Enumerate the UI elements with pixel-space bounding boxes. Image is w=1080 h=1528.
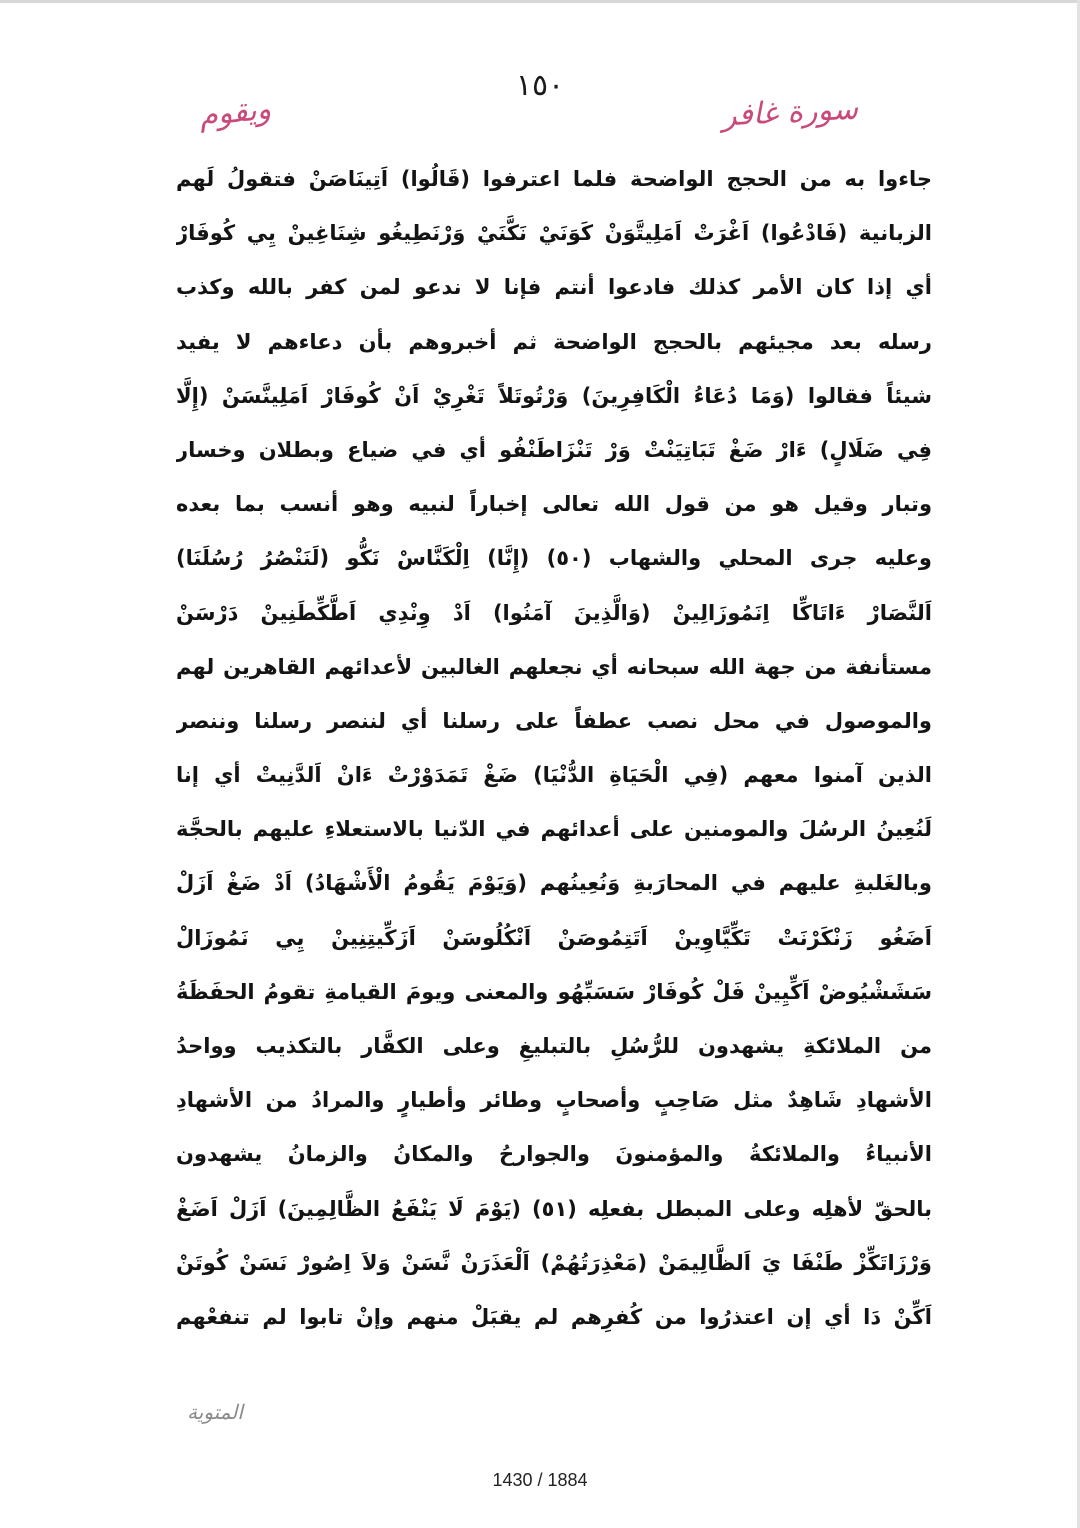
text-line-22: اَكِّنْ دَا أي إن اعتذرُوا من كُفرِهم لم يقبَلْ منهم وإنْ تابوا لم تنفعْهم bbox=[176, 1304, 932, 1329]
page-number: ١٥٠ bbox=[515, 68, 565, 103]
page-edge bbox=[0, 0, 1080, 3]
margin-note: المتوية bbox=[187, 1400, 243, 1424]
text-line-1: جاءوا به من الحجج الواضحة فلما اعترفوا (قَالُوا) اَتِينَاصَنْ فتقولُ لَهم bbox=[176, 167, 932, 191]
text-line-9: اَلنَّصَارْ ءَاتَاكِّا اِنَمُوزَالِينْ (وَالَّذِينَ آمَنُوا) اَدْ وِنْدِي اَطَّكِّطَنِينْ دَرْسَنْ bbox=[176, 600, 932, 625]
text-line-20: بالحقّ لأهلِه وعلى المبطل بفعلِه (٥١) (يَوْمَ لَا يَنْفَعُ الظَّالِمِينَ) اَزَلْ اَضَغْ bbox=[176, 1196, 932, 1221]
text-line-13: لَنُعِينُ الرسُلَ والمومنين على أعدائهم في الدّنيا بالاستعلاءِ عليهم بالحجَّة bbox=[176, 817, 932, 842]
text-line-15: اَضَغُو زَنْكَرْنَتْ تَكِّيَّاوِينْ اَتَتِمُوصَنْ اَنْكُلُوسَنْ اَزَكِّيتِنِينْ يِي نَمُوزَالْ bbox=[176, 925, 932, 950]
text-line-12: الذين آمنوا معهم (فِي الْحَيَاةِ الدُّنْيَا) ضَغْ تَمَدَوْرْتْ ءَانْ اَلدَّنِيتْ أي إنا bbox=[176, 763, 932, 788]
text-line-4: رسله بعد مجيئهم بالحجج الواضحة ثم أخبروهم بأن دعاءهم لا يفيد bbox=[176, 329, 932, 354]
text-line-17: من الملائكةِ يشهدون للرُّسُلِ بالتبليغِ وعلى الكفَّار بالتكذيب وواحدُ bbox=[176, 1034, 932, 1058]
text-line-8: وعليه جرى المحلي والشهاب (٥٠) (إِنَّا) اِلْكَنَّاسْ نَكُّو (لَنَنْصُرُ رُسُلَنَا) bbox=[176, 546, 932, 571]
text-line-14: وبالغَلبةِ عليهم في المحارَبةِ وَنُعِينُهم (وَيَوْمَ يَقُومُ الْأَشْهَادُ) اَدْ ضَغْ اَزَلْ bbox=[176, 871, 932, 896]
text-line-3: أي إذا كان الأمر كذلك فادعوا أنتم فإنا لا ندعو لمن كفر بالله وكذب bbox=[176, 275, 932, 300]
text-line-18: الأشهادِ شَاهِدٌ مثل صَاحِبٍ وأصحابٍ وطائر وأطيارٍ والمرادُ من الأشهادِ bbox=[176, 1088, 932, 1113]
handwritten-surah-name: سورة غافر bbox=[721, 91, 859, 134]
text-line-11: والموصول في محل نصب عطفاً على رسلنا أي لننصر رسلنا وننصر bbox=[176, 708, 932, 733]
text-line-7: وتبار وقيل هو من قول الله تعالى إخباراً لنبيه وهو أنسب بما بعده bbox=[176, 492, 932, 517]
pdf-page-counter: 1430 / 1884 bbox=[492, 1470, 588, 1490]
text-line-5: شيئاً فقالوا (وَمَا دُعَاءُ الْكَافِرِينَ) وَرْتُوتَلاً تَغْرِيْ اَنْ كُوفَارْ اَمَلِينَّسَنْ (إِلَّا bbox=[176, 383, 932, 408]
text-line-10: مستأنفة من جهة الله سبحانه أي نجعلهم الغالبين لأعدائهم القاهرين لهم bbox=[176, 654, 932, 679]
handwritten-catchword: ويقوم bbox=[197, 91, 273, 134]
text-line-6: فِي ضَلَالٍ) ءَارْ ضَغْ تَبَاتِيَنْتْ وَرْ تَنْزَاطَنْفُو أي في ضياع وبطلان وخسار bbox=[176, 437, 932, 462]
text-line-2: الزبانية (فَادْعُوا) اَغْرَتْ اَمَلِيتَّوَنْ كَوَنَيْ نَكَّنَيْ وَرْنَطِيغُو شِنَاغِينْ يِي كُوفَارْ bbox=[176, 221, 932, 246]
page-body-text bbox=[176, 152, 932, 1344]
text-line-16: سَشَشْيُوضْ اَكِّيِينْ فَلْ كُوفَارْ سَسَبِّهُو والمعنى ويومَ القيامةِ تقومُ الحفَظَةُ bbox=[176, 979, 932, 1004]
text-line-19: الأنبياءُ والملائكةُ والمؤمنونَ والجوارحُ والمكانُ والزمانُ يشهدون bbox=[176, 1142, 932, 1167]
text-line-21: وَرْزَاتَكِّزْ طَنْفَا يَ اَلظَّالِيمَنْ (مَعْذِرَتُهُمْ) اَلْعَذَرَنْ نَّسَنْ وَلاَ اِصُورْ نَسَنْ كُوتَنْ bbox=[176, 1250, 932, 1275]
